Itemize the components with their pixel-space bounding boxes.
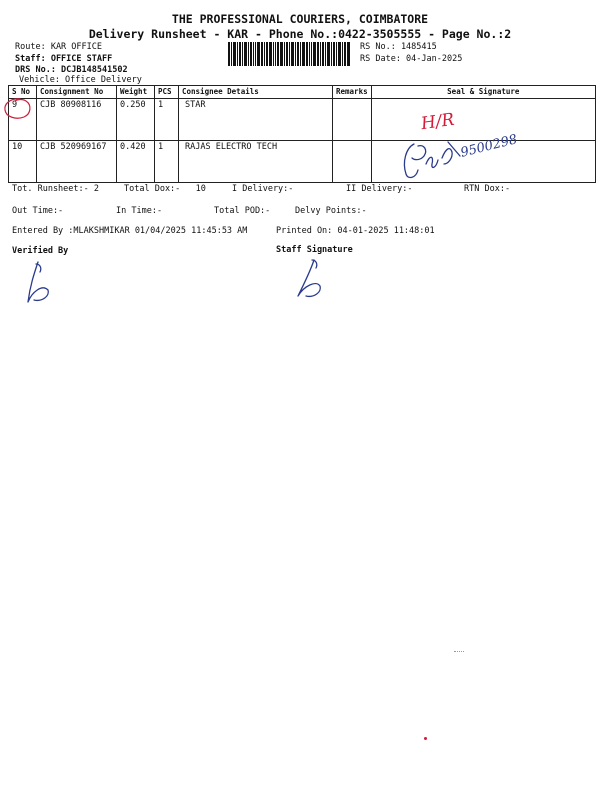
cell-consignee: STAR <box>179 99 333 141</box>
cell-consignee: RAJAS ELECTRO TECH <box>179 141 333 183</box>
staff-label: Staff: OFFICE STAFF <box>15 54 113 64</box>
header-consignment-no: Consignment No <box>37 86 117 99</box>
cell-sno: 10 <box>9 141 37 183</box>
header-weight: Weight <box>117 86 155 99</box>
cell-pcs: 1 <box>155 141 179 183</box>
stray-mark <box>454 651 464 654</box>
staff-signature-label: Staff Signature <box>276 245 353 255</box>
cell-consignment: CJB 520969167 <box>37 141 117 183</box>
handwritten-phone-number: 9500298 <box>459 132 519 161</box>
cell-consignment: CJB 80908116 <box>37 99 117 141</box>
in-time: In Time:- <box>116 206 163 216</box>
handwritten-hr-note: H/R <box>419 109 456 135</box>
tot-runsheet: Tot. Runsheet:- 2 <box>12 184 99 194</box>
table-header-row <box>9 86 596 99</box>
rs-number: RS No.: 1485415 <box>360 42 437 52</box>
header-consignee-details: Consignee Details <box>179 86 333 99</box>
header-sno: S No <box>9 86 37 99</box>
header-pcs: PCS <box>155 86 179 99</box>
rtn-dox: RTN Dox:- <box>464 184 511 194</box>
stray-red-dot <box>424 737 427 740</box>
i-delivery: I Delivery:- <box>232 184 294 194</box>
cell-pcs: 1 <box>155 99 179 141</box>
cell-remarks <box>333 99 372 141</box>
red-circle-mark <box>2 96 36 122</box>
total-dox: Total Dox:- 10 <box>124 184 206 194</box>
header-seal-signature: Seal & Signature <box>371 86 595 99</box>
route-label: Route: KAR OFFICE <box>15 42 102 52</box>
vehicle-label: Vehicle: Office Delivery <box>19 75 142 85</box>
delvy-points: Delvy Points:- <box>295 206 367 216</box>
entered-by: Entered By :MLAKSHMIKAR 01/04/2025 11:45:53 AM <box>12 226 248 236</box>
ii-delivery: II Delivery:- <box>346 184 413 194</box>
company-title: THE PROFESSIONAL COURIERS, COIMBATORE <box>171 12 429 26</box>
printed-on: Printed On: 04-01-2025 11:48:01 <box>276 226 435 236</box>
cell-sno: 9 <box>9 99 37 141</box>
verified-by-label: Verified By <box>12 246 69 256</box>
verified-signature <box>14 258 64 308</box>
total-pod: Total POD:- <box>214 206 271 216</box>
header-remarks: Remarks <box>333 86 372 99</box>
cell-weight: 0.420 <box>117 141 155 183</box>
rs-date: RS Date: 04-Jan-2025 <box>360 54 463 64</box>
cell-weight: 0.250 <box>117 99 155 141</box>
cell-remarks <box>333 141 372 183</box>
barcode-image <box>228 42 350 66</box>
staff-signature <box>292 256 332 302</box>
consignee-signature-mark <box>398 134 468 184</box>
drs-number: DRS No.: DCJB148541502 <box>15 65 128 75</box>
out-time: Out Time:- <box>12 206 64 216</box>
runsheet-subtitle: Delivery Runsheet - KAR - Phone No.:0422-3505555 - Page No.:2 <box>88 27 512 41</box>
